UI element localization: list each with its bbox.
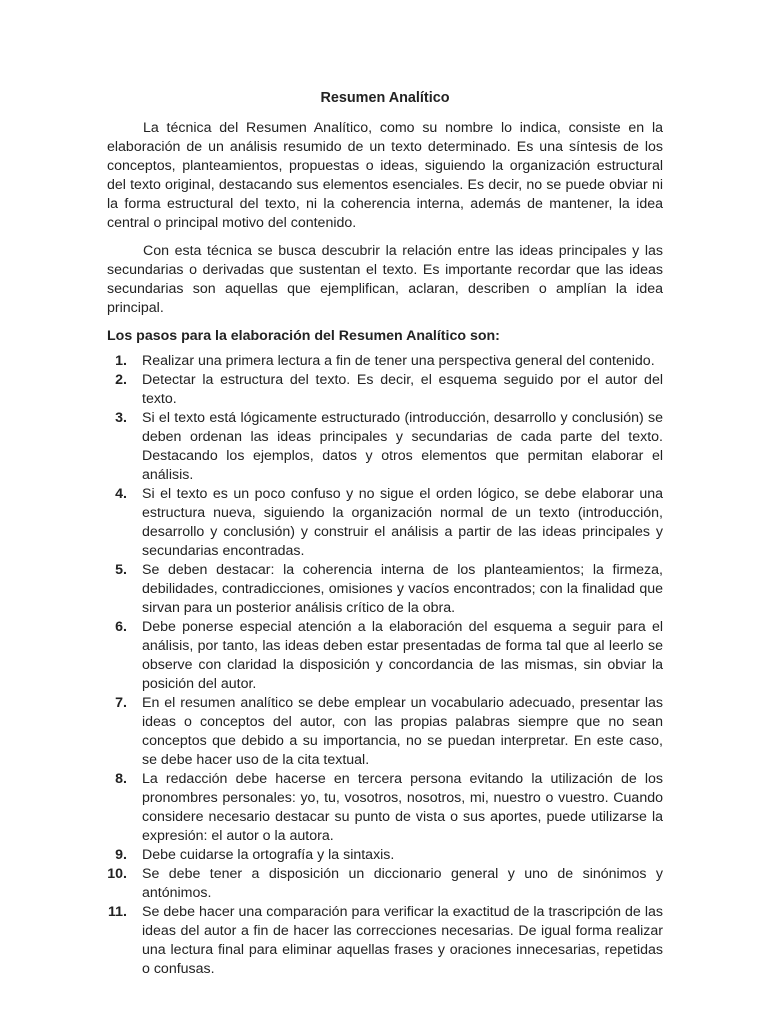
step-number: 5. xyxy=(115,562,127,578)
step-item-6 xyxy=(107,618,663,694)
steps-list xyxy=(107,352,663,979)
step-text: Si el texto está lógicamente estructurado (introducción, desarrollo y conclusión) se deben ordenan las ideas principales y secundarias de cada parte del texto. Destacando los ejemplos, datos y otros elementos que permitan elaborar el análisis. xyxy=(142,410,663,483)
step-text: Se deben destacar: la coherencia interna de los planteamientos; la firmeza, debilidades, contradicciones, omisiones y vacíos encontrados; con la finalidad que sirvan para un posterior análisis crítico de la obra. xyxy=(142,562,663,616)
step-number: 6. xyxy=(115,619,127,635)
step-number: 11. xyxy=(108,904,127,920)
steps-heading: Los pasos para la elaboración del Resumen Analítico son: xyxy=(107,328,500,344)
step-text: Si el texto es un poco confuso y no sigue el orden lógico, se debe elaborar una estructura nueva, siguiendo la organización normal de un texto (introducción, desarrollo y conclusión) y construir el análisis a partir de las ideas principales y secundarias encontradas. xyxy=(142,486,663,559)
step-number: 7. xyxy=(115,695,127,711)
step-number: 10. xyxy=(107,866,127,882)
step-number: 9. xyxy=(115,847,127,863)
step-number: 3. xyxy=(115,410,127,426)
step-text: En el resumen analítico se debe emplear un vocabulario adecuado, presentar las ideas o conceptos del autor, con las propias palabras siempre que no sean conceptos que debido a su importancia, no se puedan interpretar. En este caso, se debe hacer uso de la cita textual. xyxy=(142,695,663,768)
step-item-11 xyxy=(107,903,663,979)
step-item-9 xyxy=(107,846,663,865)
step-item-8 xyxy=(107,770,663,846)
step-text: La redacción debe hacerse en tercera persona evitando la utilización de los pronombres personales: yo, tu, vosotros, nosotros, mi, nuestro o vuestro. Cuando considere necesario destacar su punto de vista o sus aportes, puede utilizarse la expresión: el autor o la autora. xyxy=(142,771,663,844)
intro-paragraph: La técnica del Resumen Analítico, como su nombre lo indica, consiste en la elaboración de un análisis resumido de un texto determinado. Es una síntesis de los conceptos, planteamientos, propuestas o ideas, siguiendo la organización estructural del texto original, destacando sus elementos esenciales. Es decir, no se puede obviar ni la forma estructural del texto, ni la coherencia interna, además de mantener, la idea central o principal motivo del contenido. xyxy=(107,120,663,231)
step-text: Detectar la estructura del texto. Es decir, el esquema seguido por el autor del texto. xyxy=(142,372,663,407)
step-number: 1. xyxy=(115,353,127,369)
step-text: Se debe tener a disposición un diccionario general y uno de sinónimos y antónimos. xyxy=(142,866,663,901)
step-text: Realizar una primera lectura a fin de tener una perspectiva general del contenido. xyxy=(142,353,655,369)
step-item-7 xyxy=(107,694,663,770)
step-text: Debe ponerse especial atención a la elaboración del esquema a seguir para el análisis, por tanto, las ideas deben estar presentadas de forma tal que al leerlo se observe con claridad la disposición y concordancia de las mismas, sin obviar la posición del autor. xyxy=(142,619,663,692)
step-number: 8. xyxy=(115,771,127,787)
step-item-5 xyxy=(107,561,663,618)
step-number: 4. xyxy=(115,486,127,502)
step-item-10 xyxy=(107,865,663,903)
step-number: 2. xyxy=(115,372,127,388)
step-text: Se debe hacer una comparación para verificar la exactitud de la trascripción de las ideas del autor a fin de hacer las correcciones necesarias. De igual forma realizar una lectura final para eliminar aquellas frases y oraciones innecesarias, repetidas o confusas. xyxy=(142,904,663,977)
document-title: Resumen Analítico xyxy=(320,90,450,106)
step-text: Debe cuidarse la ortografía y la sintaxis. xyxy=(142,847,395,863)
step-item-3 xyxy=(107,409,663,485)
document-body xyxy=(107,89,663,979)
step-item-4 xyxy=(107,485,663,561)
second-paragraph: Con esta técnica se busca descubrir la relación entre las ideas principales y las secundarias o derivadas que sustentan el texto. Es importante recordar que las ideas secundarias son aquellas que ejemplifican, aclaran, describen o amplían la idea principal. xyxy=(107,243,663,316)
step-item-2 xyxy=(107,371,663,409)
step-item-1 xyxy=(107,352,663,371)
